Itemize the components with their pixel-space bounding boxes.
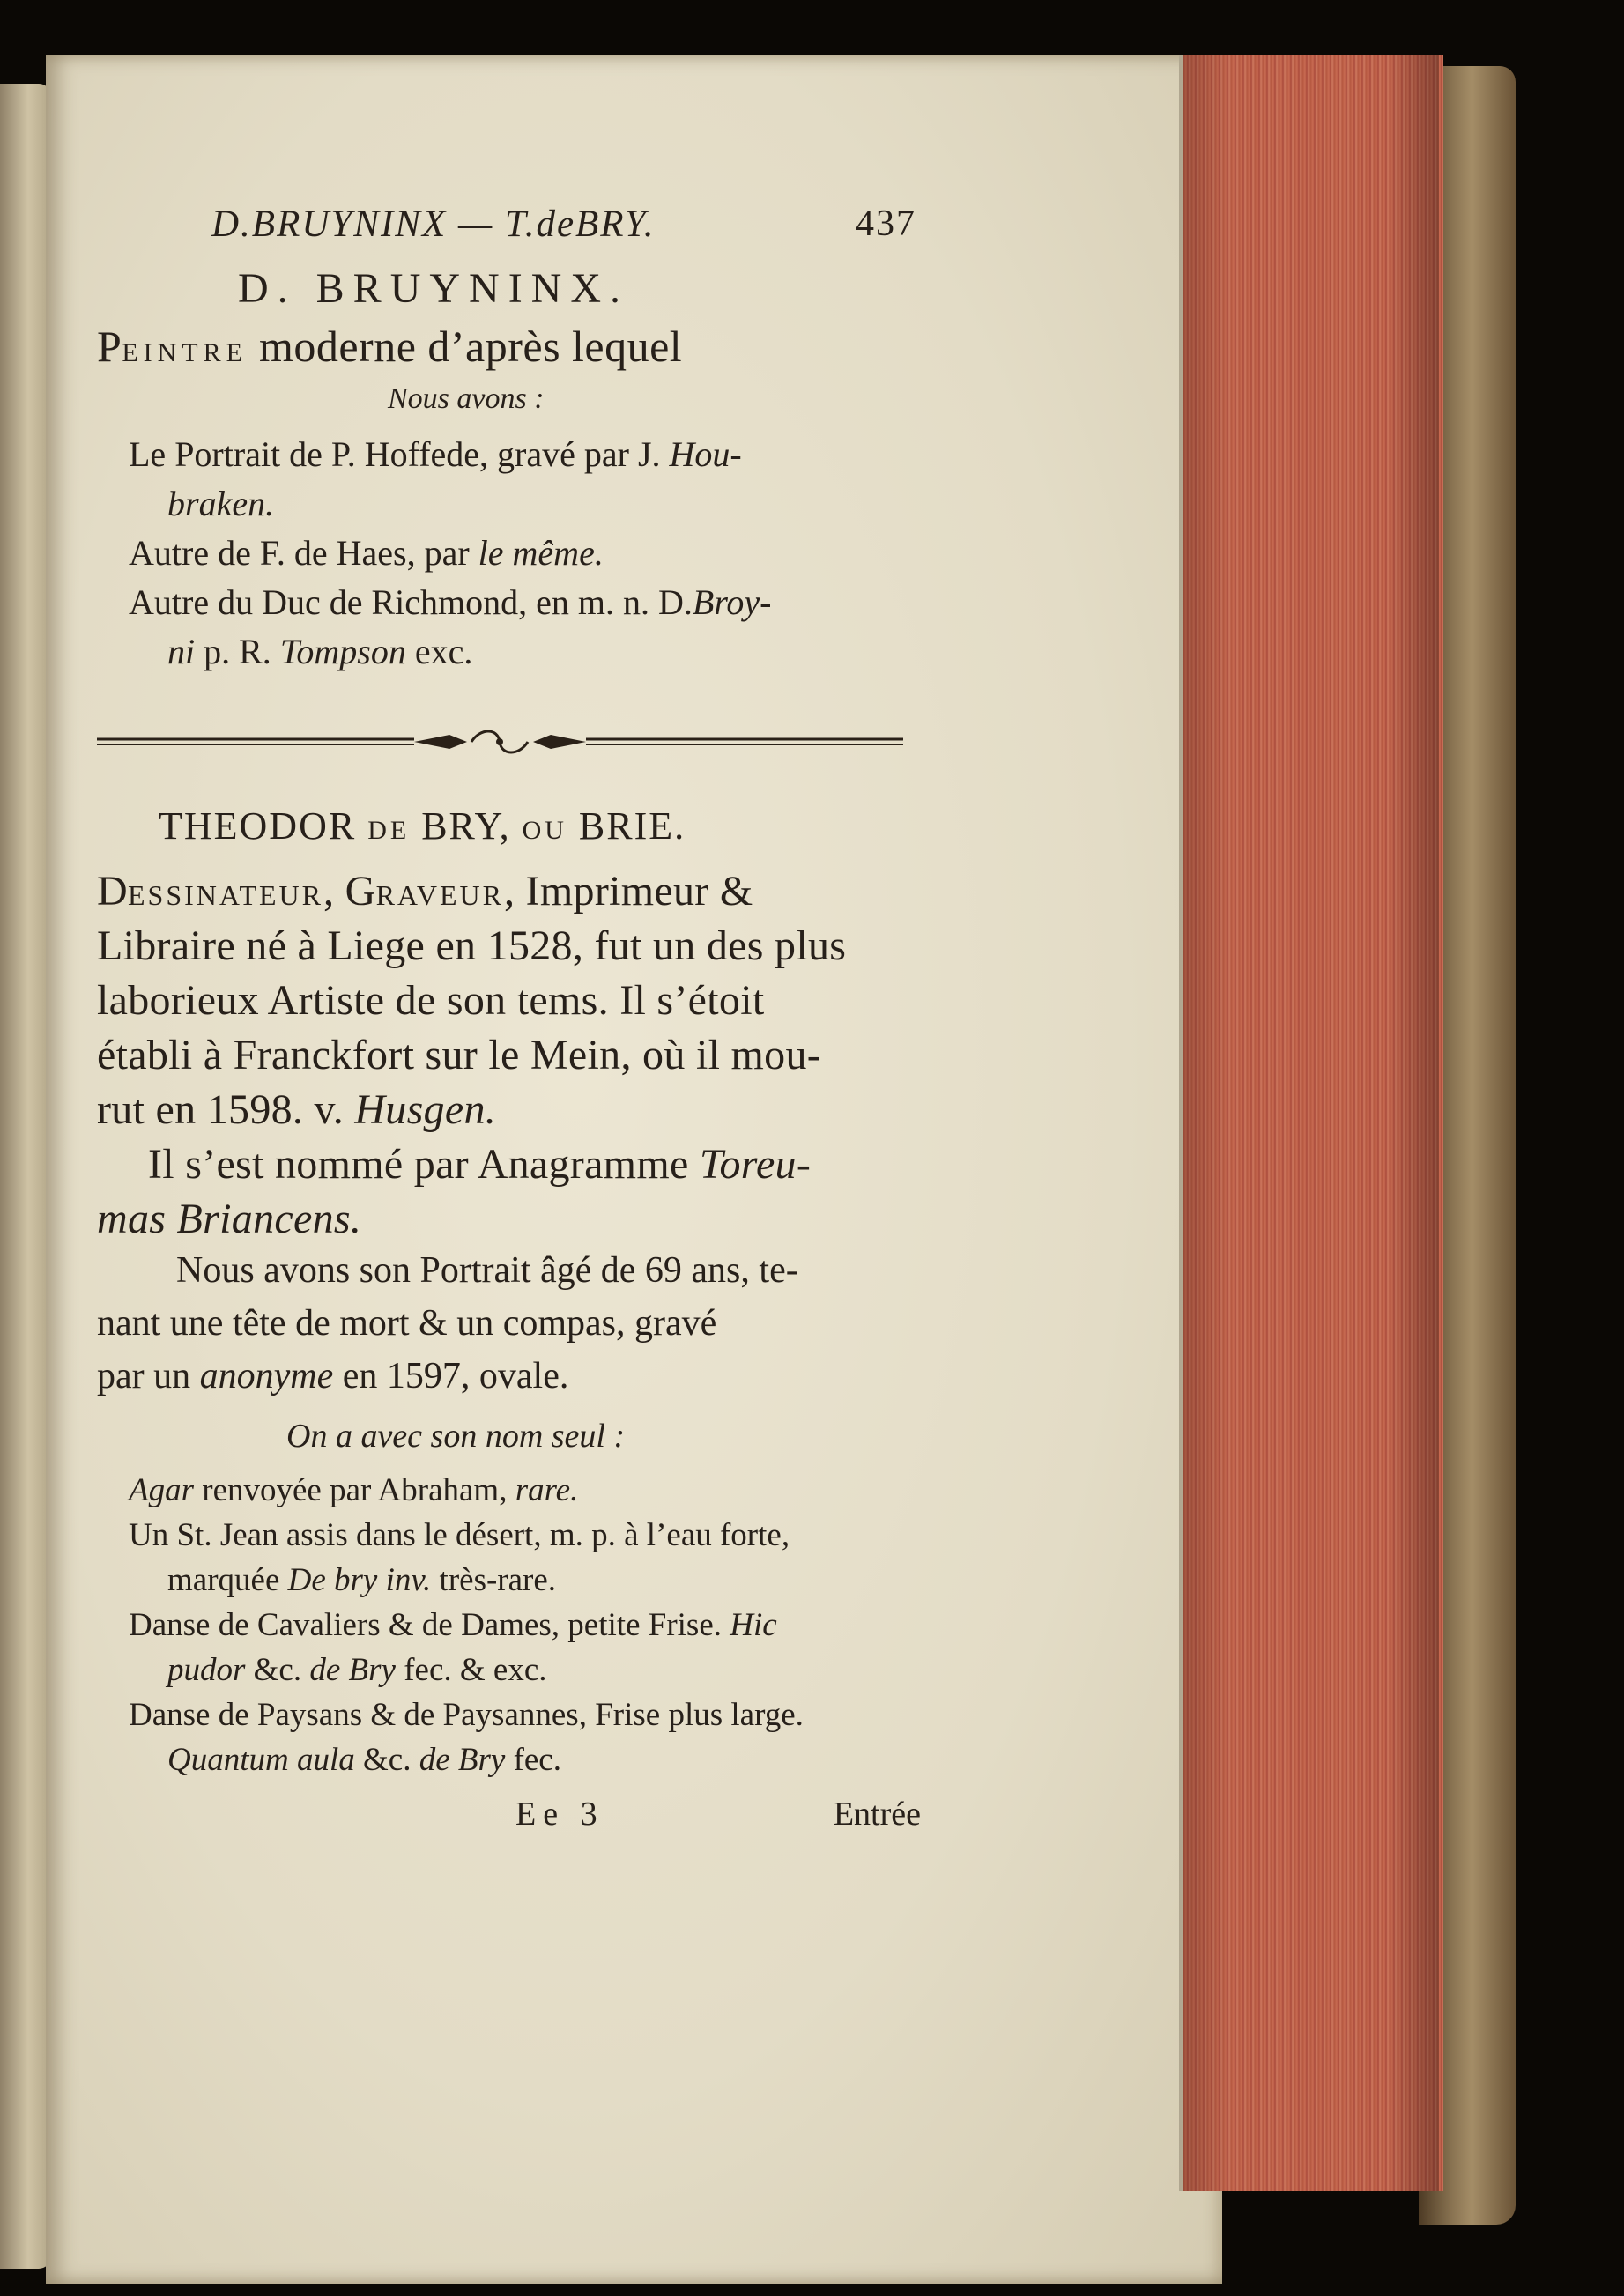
text-line — [148, 1140, 921, 1195]
text-run: Danse de Paysans & de Paysannes, Frise plus large. — [129, 1697, 804, 1733]
de-bry-biography — [97, 867, 921, 1140]
running-head — [211, 203, 916, 256]
italic-run: Quantum aula — [167, 1742, 355, 1778]
running-head-title: D.BRUYNINX — T.deBRY. — [211, 204, 656, 245]
italic-run: Broy- — [692, 582, 772, 622]
text-run: laborieux Artiste de son tems. Il s’étoit — [97, 977, 765, 1024]
italic-run: anonyme — [199, 1356, 334, 1396]
page-number: 437 — [856, 204, 916, 244]
text-run: en 1597, ovale. — [333, 1356, 569, 1396]
italic-run: Toreu- — [699, 1141, 812, 1188]
text-run: , Imprimeur & — [504, 868, 753, 915]
text-line — [129, 532, 921, 581]
text-run: Le Portrait de P. Hoffede, gravé par J. — [129, 434, 670, 474]
text-line — [167, 1741, 921, 1786]
italic-run: rare. — [515, 1472, 579, 1508]
text-line — [97, 1355, 921, 1408]
intro-smallcaps: EINTRE — [122, 338, 248, 367]
works-heading: On a avec son nom seul : — [286, 1418, 626, 1455]
text-line — [129, 1471, 921, 1516]
text-line — [97, 1031, 921, 1085]
text-run: &c. — [245, 1652, 310, 1688]
italic-run: pudor — [167, 1652, 246, 1688]
text-line — [97, 1195, 921, 1249]
heading-part-brie: BRIE. — [567, 804, 686, 848]
text-line — [97, 1085, 921, 1140]
text-run: Danse de Cavaliers & de Dames, petite Frise. — [129, 1607, 730, 1643]
italic-run: de Bry — [419, 1742, 506, 1778]
text-line — [129, 1606, 921, 1651]
text-line — [129, 433, 921, 483]
text-line — [167, 1651, 921, 1696]
smallcaps-run: ESSINATEUR — [127, 879, 323, 911]
text-line — [167, 631, 921, 680]
subheading-nous-avons: Nous avons : — [388, 382, 545, 415]
heading-part-de: DE — [367, 816, 411, 845]
text-line — [129, 1516, 921, 1561]
text-run: rut en 1598. v. — [97, 1086, 355, 1133]
text-run: Nous avons son Portrait âgé de 69 ans, te- — [176, 1250, 798, 1291]
text-run: Un St. Jean assis dans le désert, m. p. à l’eau forte, — [129, 1517, 790, 1553]
italic-run: mas Briancens. — [97, 1196, 362, 1242]
text-line — [97, 922, 921, 976]
text-run: établi à Franckfort sur le Mein, où il mou- — [97, 1032, 822, 1078]
intro-rest: moderne d’après lequel — [247, 322, 683, 371]
text-line — [167, 483, 921, 532]
text-run: , G — [323, 868, 376, 915]
de-bry-portrait — [97, 1249, 921, 1408]
de-bry-anagram — [97, 1140, 921, 1249]
entry-heading-de-bry — [159, 804, 921, 867]
text-run: marquée — [167, 1562, 288, 1598]
bruyninx-works-list — [97, 433, 921, 680]
smallcaps-run: RAVEUR — [375, 879, 504, 911]
italic-run: le même. — [478, 533, 604, 573]
signature-mark: Ee 3 — [515, 1796, 604, 1833]
text-run: exc. — [405, 632, 473, 671]
text-run: nant une tête de mort & un compas, gravé — [97, 1303, 717, 1344]
text-run: très-rare. — [431, 1562, 557, 1598]
text-run: Il s’est nommé par Anagramme — [148, 1141, 700, 1188]
text-run: fec. — [505, 1742, 561, 1778]
page-edges-shadow — [1179, 55, 1439, 2191]
page-text — [97, 203, 921, 1848]
entry-heading-bruyninx: D. BRUYNINX. — [238, 265, 629, 312]
text-run: Libraire né à Liege en 1528, fut un des plus — [97, 922, 847, 969]
text-run: par un — [97, 1356, 200, 1396]
italic-run: Hou- — [669, 434, 742, 474]
entry-intro-bruyninx — [97, 321, 921, 382]
text-line — [129, 581, 921, 631]
italic-run: Hic — [730, 1607, 777, 1643]
italic-run: ni — [167, 632, 196, 671]
heading-part-name: THEODOR — [159, 804, 368, 848]
text-line — [129, 1696, 921, 1741]
text-run: p. R. — [195, 632, 280, 671]
ornament-rule-icon — [97, 724, 903, 759]
text-run: fec. & exc. — [395, 1652, 547, 1688]
text-line — [97, 1302, 921, 1355]
left-page-sliver — [0, 84, 51, 2269]
drop-cap: P — [97, 322, 122, 371]
text-run: renvoyée par Abraham, — [194, 1472, 515, 1508]
italic-run: braken. — [167, 484, 275, 523]
italic-run: Agar — [129, 1472, 194, 1508]
italic-run: Husgen. — [354, 1086, 497, 1133]
heading-part-ou: OU — [522, 816, 567, 845]
italic-run: de Bry — [309, 1652, 396, 1688]
italic-run: Tompson — [279, 632, 406, 671]
text-run: D — [97, 868, 128, 915]
page-footer — [97, 1795, 921, 1848]
de-bry-works-list — [97, 1471, 921, 1786]
text-line — [176, 1249, 921, 1302]
catchword: Entrée — [833, 1796, 921, 1833]
heading-part-bry: BRY, — [410, 804, 523, 848]
text-run: Autre du Duc de Richmond, en m. n. D. — [129, 582, 693, 622]
text-run: Autre de F. de Haes, par — [129, 533, 478, 573]
text-line — [97, 867, 921, 922]
text-run: &c. — [354, 1742, 419, 1778]
italic-run: De bry inv. — [287, 1562, 432, 1598]
section-divider — [97, 698, 921, 786]
text-line — [167, 1561, 921, 1606]
text-line — [97, 976, 921, 1031]
